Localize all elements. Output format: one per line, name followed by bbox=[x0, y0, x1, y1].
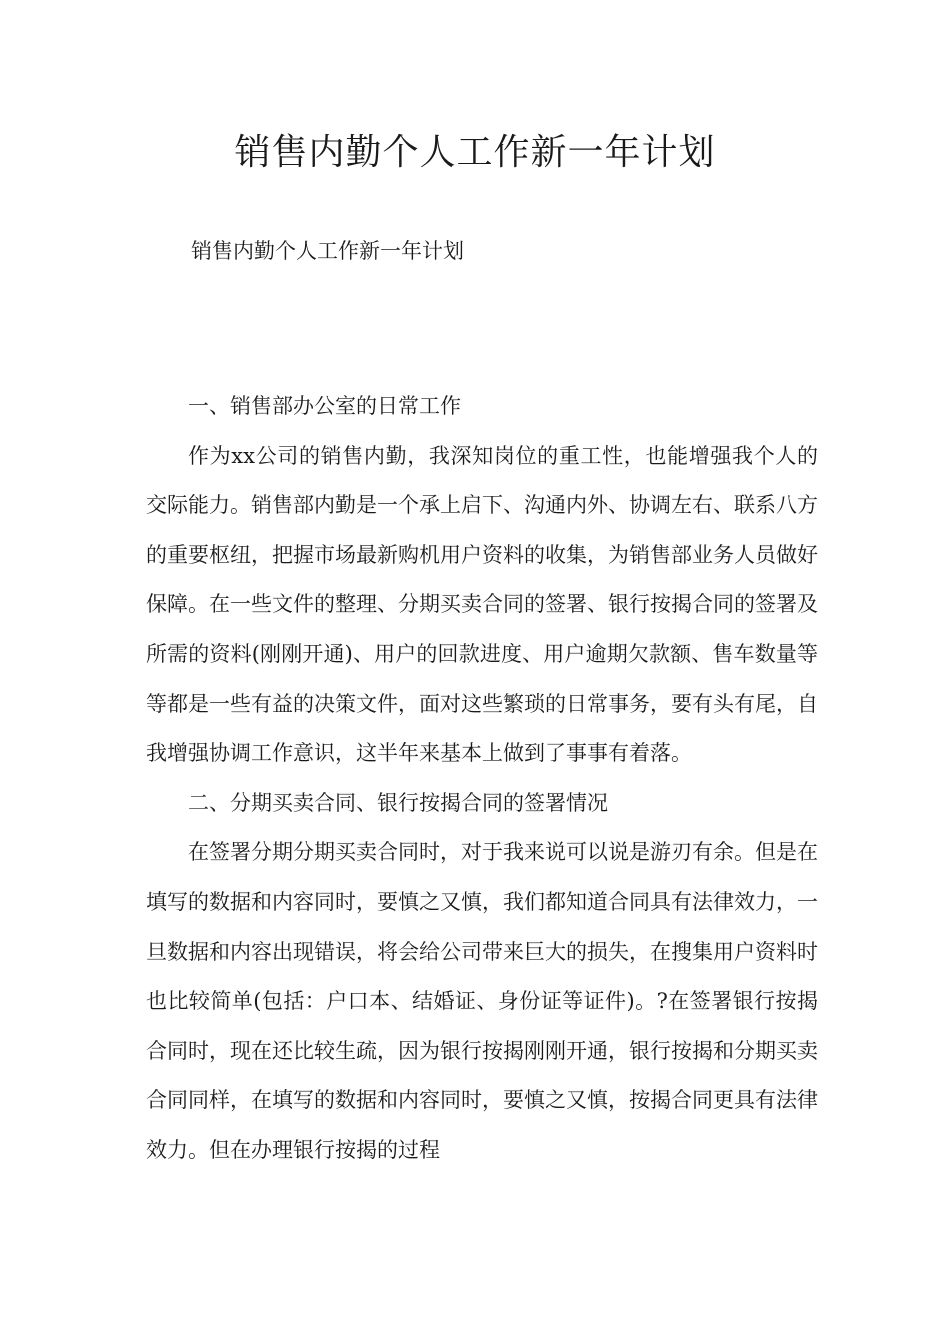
section-heading-1: 一、销售部办公室的日常工作 bbox=[188, 394, 461, 418]
document-body bbox=[146, 382, 818, 1176]
document-subtitle: 销售内勤个人工作新一年计划 bbox=[191, 239, 464, 263]
section-paragraph-2: 在签署分期分期买卖合同时，对于我来说可以说是游刃有余。但是在填写的数据和内容同时，要慎之又慎，我们都知道合同具有法律效力，一旦数据和内容出现错误，将会给公司带来巨大的损失，在搜集用户资料时也比较简单(包括：户口本、结婚证、身份证等证件)。?在签署银行按揭合同时，现在还比较生疏，因为银行按揭刚刚开通，银行按揭和分期买卖合同同样，在填写的数据和内容同时，要慎之又慎，按揭合同更具有法律效力。但在办理银行按揭的过程 bbox=[146, 840, 818, 1162]
section-heading-2: 二、分期买卖合同、银行按揭合同的签署情况 bbox=[188, 790, 608, 815]
section-paragraph-1: 作为xx公司的销售内勤，我深知岗位的重工性，也能增强我个人的交际能力。销售部内勤是一个承上启下、沟通内外、协调左右、联系八方的重要枢纽，把握市场最新购机用户资料的收集，为销售部业务人员做好保障。在一些文件的整理、分期买卖合同的签署、银行按揭合同的签署及所需的资料(刚刚开通)、用户的回款进度、用户逾期欠款额、售车数量等等都是一些有益的决策文件，面对这些繁琐的日常事务，要有头有尾，自我增强协调工作意识，这半年来基本上做到了事事有着落。 bbox=[146, 443, 818, 766]
document-title: 销售内勤个人工作新一年计划 bbox=[234, 132, 716, 173]
